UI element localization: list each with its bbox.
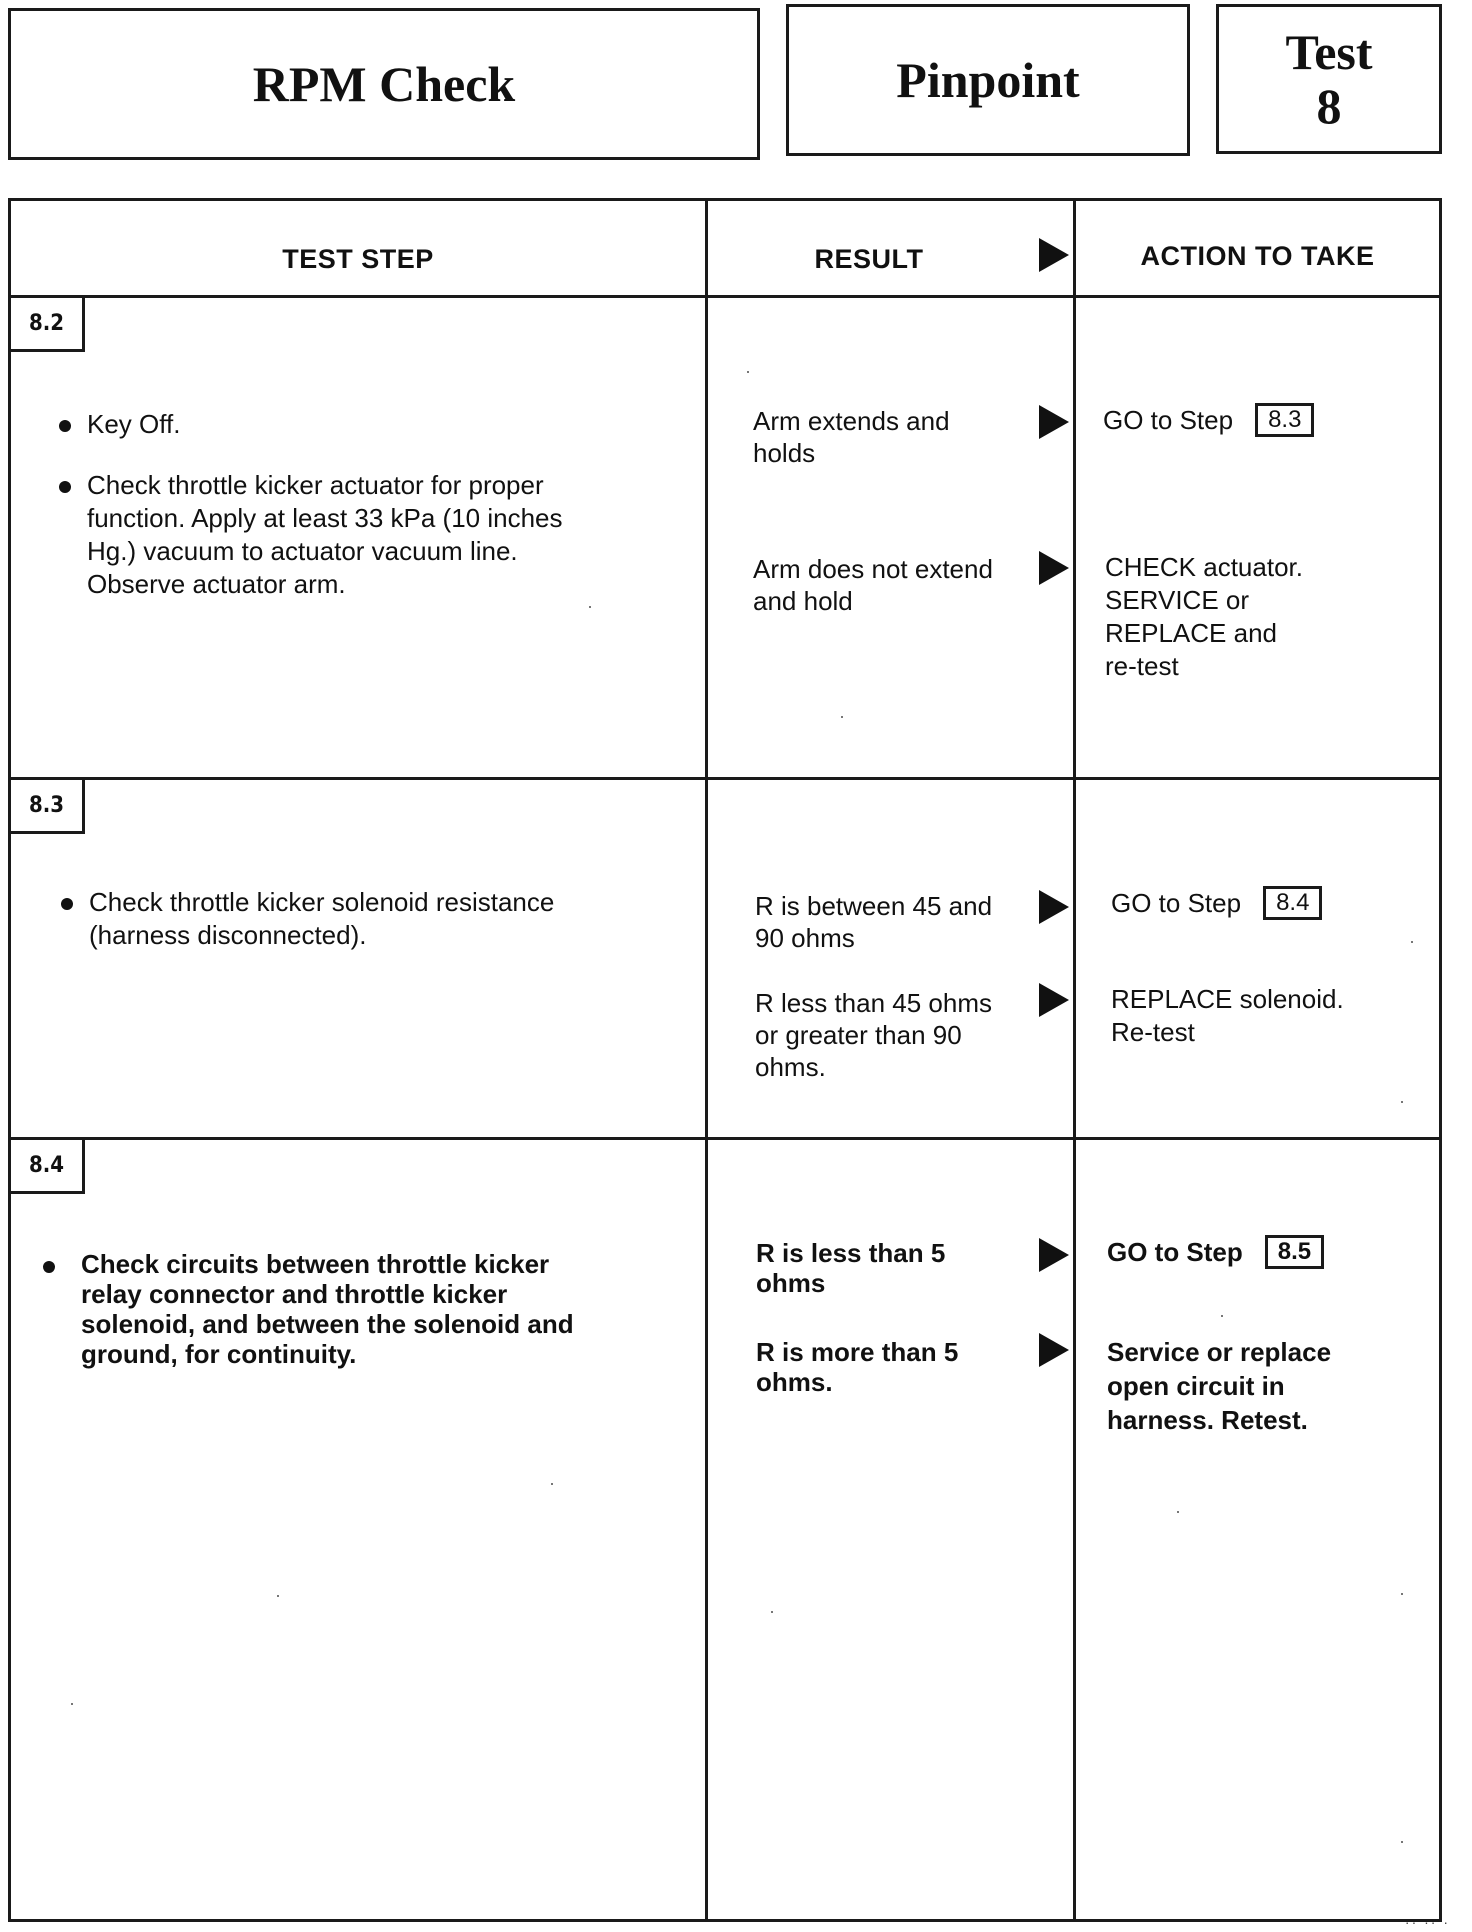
scan-speck xyxy=(71,1703,73,1705)
result-text: R is less than 5 ohms xyxy=(756,1238,946,1298)
bullet-item xyxy=(59,469,563,601)
step-number-8-4: 8.4 xyxy=(11,1140,85,1194)
row-divider xyxy=(11,777,1439,780)
result-arrow-icon xyxy=(1039,890,1069,924)
bullet-text: Key Off. xyxy=(87,409,181,439)
bullet-icon xyxy=(59,420,71,432)
step-reference-8-5: 8.5 xyxy=(1265,1235,1324,1269)
result-arrow-icon xyxy=(1039,983,1069,1017)
result-arrow-icon xyxy=(1039,551,1069,585)
result-text: Arm does not extend and hold xyxy=(753,554,993,616)
bullet-item xyxy=(59,408,180,441)
scan-speck xyxy=(277,1595,279,1597)
bullet-icon xyxy=(59,481,71,493)
test-number-box xyxy=(1216,4,1442,154)
action-goto-text: GO to Step xyxy=(1111,887,1242,918)
result-text: R is more than 5 ohms. xyxy=(756,1337,959,1397)
action-text: REPLACE solenoid. Re-test xyxy=(1111,984,1344,1047)
row-divider xyxy=(11,1137,1439,1140)
result-arrow-icon xyxy=(1039,405,1069,439)
bullet-text: Check circuits between throttle kicker relay connector and throttle kicker solenoid, and between the solenoid and ground, for continuity. xyxy=(81,1249,574,1369)
scan-speck xyxy=(589,606,591,608)
scan-speck xyxy=(747,371,749,373)
scan-speck xyxy=(1221,1315,1223,1317)
column-header-action: ACTION TO TAKE xyxy=(1140,241,1375,271)
pinpoint-label xyxy=(786,4,1190,156)
result-text: R is between 45 and 90 ohms xyxy=(755,891,993,953)
bullet-icon xyxy=(43,1261,55,1273)
action-text: Service or replace open circuit in harness. Retest. xyxy=(1107,1337,1332,1435)
action-goto-text: GO to Step xyxy=(1103,404,1234,435)
header-row-divider xyxy=(11,295,1439,298)
scan-speck xyxy=(1401,1593,1403,1595)
page-footer-mark: ·· ·· · xyxy=(1404,1914,1450,1930)
page-title-text: RPM Check xyxy=(252,56,516,112)
scan-speck xyxy=(841,716,843,718)
action-goto xyxy=(1111,886,1322,920)
page-title xyxy=(8,8,760,160)
pinpoint-label-text: Pinpoint xyxy=(896,52,1080,108)
scan-speck xyxy=(1177,1511,1179,1513)
action-goto xyxy=(1103,403,1314,437)
bullet-item xyxy=(43,1249,574,1369)
test-word: Test xyxy=(1285,24,1373,80)
column-header-test-step: TEST STEP xyxy=(282,244,434,274)
result-text: R less than 45 ohms or greater than 90 ohms. xyxy=(755,988,993,1082)
scan-speck xyxy=(1401,1841,1403,1843)
column-divider xyxy=(1073,201,1076,1919)
column-divider xyxy=(705,201,708,1919)
scan-speck xyxy=(771,1611,773,1613)
action-text: CHECK actuator. SERVICE or REPLACE and re-test xyxy=(1105,552,1303,681)
step-reference-8-4: 8.4 xyxy=(1263,886,1322,920)
scan-speck xyxy=(551,1483,553,1485)
scan-speck xyxy=(1411,941,1413,943)
test-number: 8 xyxy=(1316,78,1342,134)
result-arrow-icon xyxy=(1039,1238,1069,1272)
bullet-text: Check throttle kicker solenoid resistance (harness disconnected). xyxy=(89,887,555,950)
action-goto xyxy=(1107,1235,1324,1269)
header-arrow-icon xyxy=(1039,238,1069,272)
bullet-icon xyxy=(61,898,73,910)
step-reference-8-3: 8.3 xyxy=(1255,403,1314,437)
result-arrow-icon xyxy=(1039,1333,1069,1367)
action-goto-text: GO to Step xyxy=(1107,1236,1243,1267)
bullet-text: Check throttle kicker actuator for proper function. Apply at least 33 kPa (10 inches Hg.) vacuum to actuator vacuum line. Observe actuator arm. xyxy=(87,470,563,599)
step-number-8-2: 8.2 xyxy=(11,298,85,352)
bullet-item xyxy=(61,886,554,952)
column-header-result: RESULT xyxy=(814,244,924,274)
step-number-8-3: 8.3 xyxy=(11,780,85,834)
scan-speck xyxy=(1401,1101,1403,1103)
result-text: Arm extends and holds xyxy=(753,406,950,468)
diagnostic-table xyxy=(8,198,1442,1922)
